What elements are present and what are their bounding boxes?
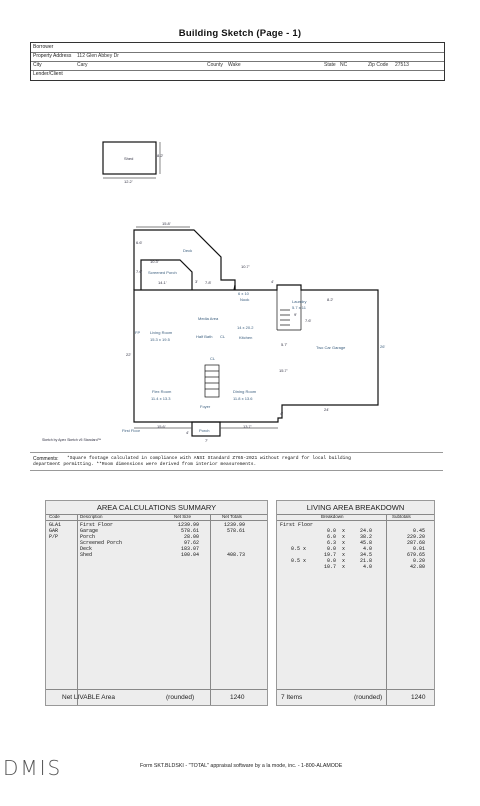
col-description: Description (80, 514, 103, 519)
net-livable-value: 1240 (230, 694, 245, 701)
stairs (205, 365, 219, 397)
flex-dim: 11.4 x 13.3 (151, 396, 171, 401)
breakdown-total: 1240 (411, 694, 426, 701)
deck-top-dim: 15.8' (162, 221, 171, 226)
area-summary-title: AREA CALCULATIONS SUMMARY (96, 503, 217, 512)
zip-value: 27513 (395, 62, 409, 68)
page-title: Building Sketch (Page - 1) (178, 28, 302, 39)
shed-label: Shed (124, 156, 134, 161)
house-outline (134, 285, 378, 422)
kitchen-label: Kitchen (239, 335, 253, 340)
state-label: State (324, 62, 336, 68)
state-value: NC (340, 62, 348, 68)
dim-10-7: 10.7' (241, 264, 250, 269)
col-subtotals: Subtotals (392, 514, 411, 519)
breakdown-items: 7 Items (281, 694, 303, 701)
comments-rule-bottom (30, 470, 443, 471)
borrower-label: Borrower (33, 44, 54, 50)
col-breakdown: Breakdown (321, 514, 344, 519)
sp-top-dim: 10.3' (150, 259, 159, 264)
city-value: Cary (77, 62, 88, 68)
zip-label: Zip Code (368, 62, 389, 68)
comments-label: Comments: (33, 456, 59, 462)
cl-label-1: CL (220, 334, 226, 339)
dim-4-porch: 4' (186, 430, 189, 435)
laundry-label: Laundry (292, 299, 307, 304)
deck-label: Deck (183, 248, 193, 253)
porch-label: Porch (199, 428, 210, 433)
half-bath-label: Half Bath (196, 334, 213, 339)
living-breakdown-title: LIVING AREA BREAKDOWN (306, 503, 405, 512)
dim-15-6: 15.6' (157, 424, 166, 429)
sp-side-dim: 7.6' (136, 269, 143, 274)
dim-13-7: 13.7' (243, 424, 252, 429)
living-breakdown-panel: LIVING AREA BREAKDOWN Breakdown Subtotals First Floor 0.0 x 24.0 0.45 6.0 x 38.2 229.20 6.3 x 45.8 287.68 0.5 x 0.0 x 4.0 0.01 19.7 x 34.5 679.65 0.5 x 0.0 x 21.8 0.20 10.7 x 4.0 42.80 7 Items (rounded) 1240 (276, 500, 435, 706)
comments-line-2: department permitting. **Room dimensions were derived from interior measurements. (33, 462, 257, 467)
dim-26-side: 26' (380, 344, 386, 349)
living-label: Living Room (150, 330, 173, 335)
foyer-label: Foyer (200, 404, 211, 409)
dim-22: 22' (126, 352, 132, 357)
area-summary-panel: AREA CALCULATIONS SUMMARY Code Description Net Size Net Totals GLA1 First Floor 1239.99 1239.99 GAR Garage 578.61 578.61 P/P Porch 28.00 Screened Porch 97.62 Deck 183.07 Shed 100.04 408.73 Net LIVABLE Area (rounded) 1240 (45, 500, 268, 706)
dim-7-porch: 7' (205, 438, 208, 443)
first-floor-label: First Floor (122, 428, 140, 433)
nook-dim: 6 x 10 (238, 291, 249, 296)
col-net-size: Net Size (174, 514, 192, 519)
screened-porch-label: Screened Porch (148, 270, 177, 275)
fp-label: FP (135, 330, 141, 335)
net-livable-label: Net LIVABLE Area (62, 694, 115, 701)
dim-4-right: 4' (280, 411, 283, 416)
garage-top-dim: 8.2' (327, 297, 334, 302)
comments-rule (30, 452, 443, 453)
laundry-dim: 5.7 x 11 (292, 305, 306, 310)
sketch-credit: Sketch by Apex Sketch v5 Standard™ (42, 438, 102, 442)
screened-porch-outline (141, 260, 192, 290)
county-value: Wake (228, 62, 241, 68)
property-address-label: Property Address (33, 53, 72, 59)
dining-label: Dining Room (233, 389, 257, 394)
col-code: Code (49, 514, 60, 519)
dim-7-8: 7.8' (205, 280, 212, 285)
breakdown-rounded: (rounded) (354, 694, 383, 701)
breakdown-section: First Floor (280, 522, 314, 528)
col-net-totals: Net Totals (222, 514, 242, 519)
nook-label: Nook (240, 297, 250, 302)
city-label: City (33, 62, 42, 68)
shed-dim-bottom: 12.2' (124, 179, 133, 184)
form-footer-text: Form SKT.BLDSKI - "TOTAL" appraisal software by a la mode, inc. - 1-800-ALAMODE (140, 763, 343, 769)
dining-dim: 11.8 x 13.6 (233, 396, 253, 401)
comments-line-1: *Square footage calculated in compliance with ANSI Standard Z765-2021 without regard for local building (67, 456, 351, 461)
living-dim: 15.3 x 19.5 (150, 337, 170, 342)
dim-4-top: 4' (271, 279, 274, 284)
property-address-value: 112 Glen Abbey Dr (77, 53, 119, 59)
deck-side-dim: 6.6' (136, 240, 143, 245)
sp-bottom-dim: 14.1' (158, 280, 167, 285)
dim-7-6: 7.6' (305, 318, 312, 323)
lender-label: Lender/Client (33, 71, 63, 77)
net-livable-rounded: (rounded) (166, 694, 195, 701)
dim-3: 3' (195, 279, 198, 284)
flex-label: Flex Room (152, 389, 172, 394)
cl-label-2: CL (210, 356, 216, 361)
dim-5-7: 5.7' (281, 342, 288, 347)
county-label: County (207, 62, 223, 68)
garage-label: Two Car Garage (316, 345, 346, 350)
dim-24: 24' (324, 407, 330, 412)
dmis-logo: DMIS (3, 756, 63, 780)
media-label: Media Area (198, 316, 219, 321)
kitchen-dim: 14 x 20.2 (237, 325, 254, 330)
shed-dim-side: 8.2' (157, 153, 164, 158)
dim-9: 9' (294, 312, 297, 317)
dim-15-7: 15.7' (279, 368, 288, 373)
